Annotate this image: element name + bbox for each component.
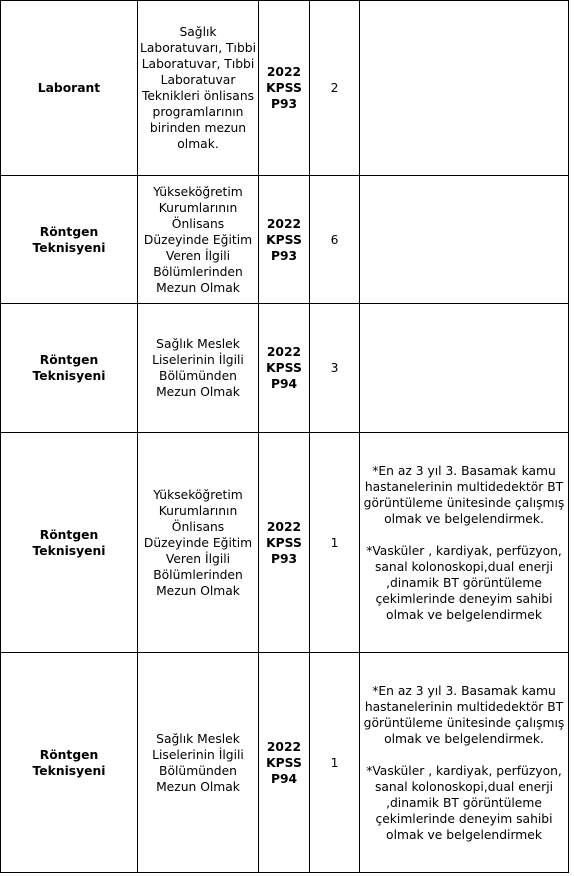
education-requirement: Yükseköğretim Kurumlarının Önlisans Düzeyinde Eğitim Veren İlgili Bölümlerinden Mezun Olmak (138, 433, 259, 653)
position-quota: 2 (310, 1, 360, 176)
special-requirements (360, 176, 569, 304)
table-row (1, 653, 569, 873)
exam-year: 2022 (266, 216, 302, 231)
exam-name: KPSS (266, 361, 302, 375)
position-quota: 1 (310, 653, 360, 873)
table-row (1, 433, 569, 653)
exam-type (259, 304, 310, 433)
requirement-experience: *En az 3 yıl 3. Basamak kamu hastanelerinin multidedektör BT görüntüleme ünitesinde çalışmış olmak ve belgelendirmek. (363, 463, 565, 526)
exam-score-type: P94 (270, 377, 298, 391)
special-requirements (360, 433, 569, 653)
education-requirement: Yükseköğretim Kurumlarının Önlisans Düzeyinde Eğitim Veren İlgili Bölümlerinden Mezun Olmak (138, 176, 259, 304)
exam-type (259, 1, 310, 176)
position-quota: 1 (310, 433, 360, 653)
table-row (1, 1, 569, 176)
position-title: Röntgen Teknisyeni (1, 176, 138, 304)
requirement-imaging-experience: *Vasküler , kardiyak, perfüzyon, sanal kolonoskopi,dual enerji ,dinamik BT görüntüleme çekimlerinde deneyim sahibi olmak ve belgelendirmek (366, 543, 562, 622)
exam-score-type: P93 (270, 248, 298, 263)
position-quota: 6 (310, 176, 360, 304)
paragraph-gap (362, 747, 566, 763)
position-title: Röntgen Teknisyeni (1, 653, 138, 873)
exam-year: 2022 (266, 519, 302, 534)
exam-type (259, 433, 310, 653)
exam-year: 2022 (266, 65, 302, 79)
position-quota: 3 (310, 304, 360, 433)
requirement-imaging-experience: *Vasküler , kardiyak, perfüzyon, sanal kolonoskopi,dual enerji ,dinamik BT görüntüleme çekimlerinde deneyim sahibi olmak ve belgelendirmek (366, 763, 562, 842)
position-title: Röntgen Teknisyeni (1, 433, 138, 653)
exam-score-type: P93 (270, 551, 298, 566)
table-row (1, 304, 569, 433)
exam-name: KPSS (266, 81, 302, 95)
special-requirements (360, 1, 569, 176)
exam-name: KPSS (266, 232, 302, 247)
special-requirements (360, 653, 569, 873)
exam-year: 2022 (266, 345, 302, 359)
exam-type (259, 653, 310, 873)
exam-type (259, 176, 310, 304)
education-requirement: Sağlık Meslek Liselerinin İlgili Bölümünden Mezun Olmak (138, 304, 259, 433)
positions-table-body (1, 1, 569, 873)
special-requirements (360, 304, 569, 433)
exam-name: KPSS (266, 535, 302, 550)
table-row (1, 176, 569, 304)
education-requirement: Sağlık Meslek Liselerinin İlgili Bölümünden Mezun Olmak (138, 653, 259, 873)
exam-year: 2022 (266, 739, 302, 754)
exam-score-type: P94 (270, 771, 298, 786)
position-title: Röntgen Teknisyeni (1, 304, 138, 433)
exam-name: KPSS (266, 755, 302, 770)
exam-score-type: P93 (270, 97, 298, 111)
requirement-experience: *En az 3 yıl 3. Basamak kamu hastanelerinin multidedektör BT görüntüleme ünitesinde çalışmış olmak ve belgelendirmek. (363, 683, 565, 746)
paragraph-gap (362, 527, 566, 543)
education-requirement: Sağlık Laboratuvarı, Tıbbi Laboratuvar, Tıbbi Laboratuvar Teknikleri önlisans programlarının birinden mezun olmak. (138, 1, 259, 176)
position-title: Laborant (1, 1, 138, 176)
